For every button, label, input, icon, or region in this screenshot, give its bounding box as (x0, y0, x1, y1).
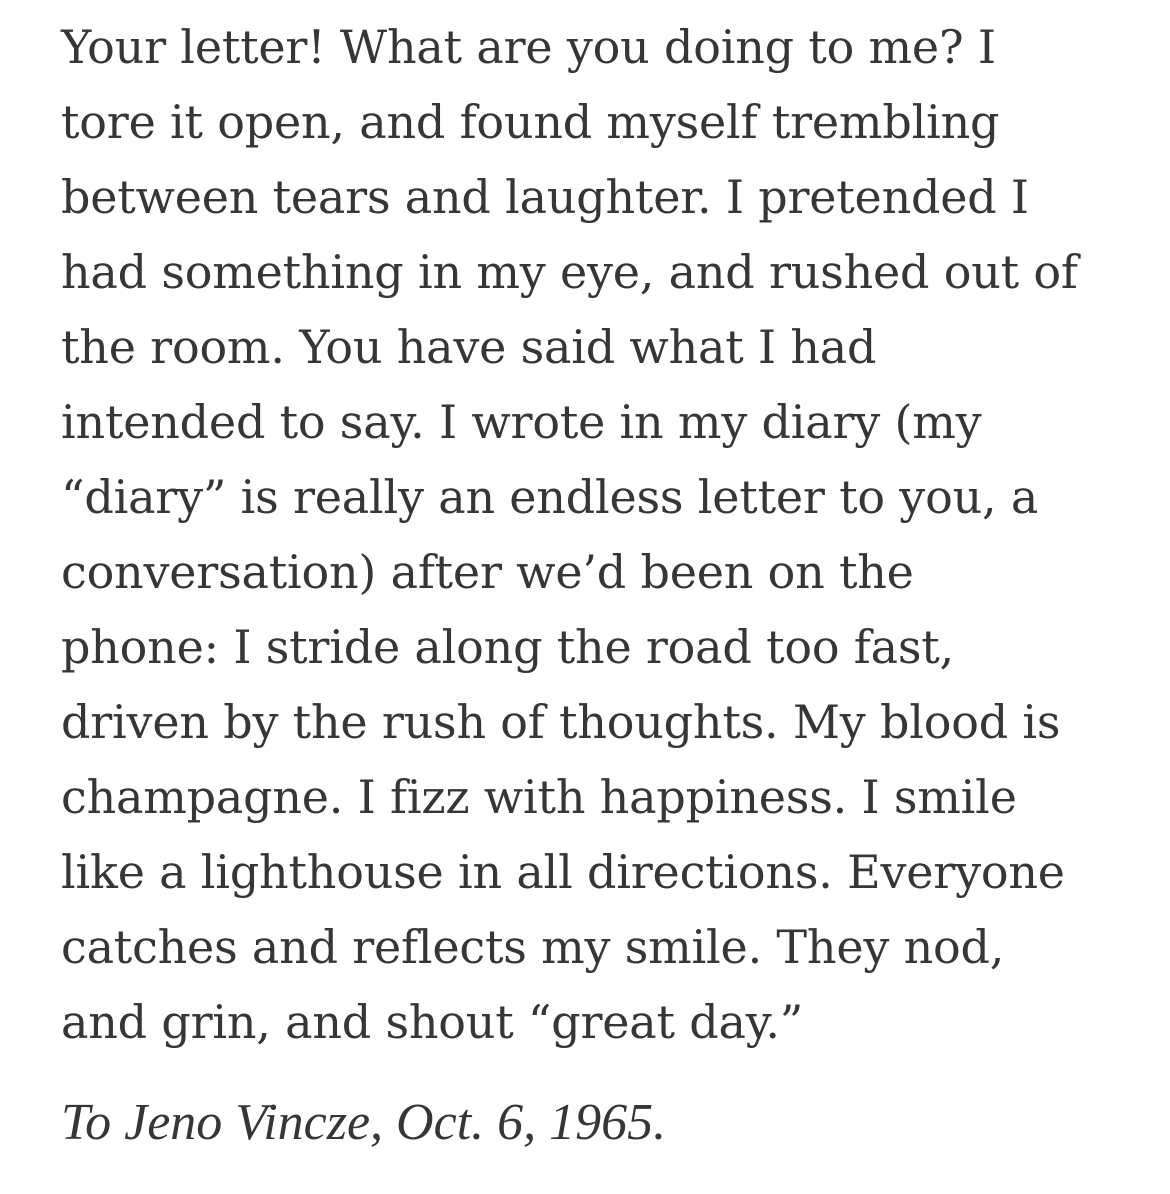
paragraph-line: like a lighthouse in all directions. Everyone (61, 845, 1065, 899)
paragraph-line: between tears and laughter. I pretended I (61, 170, 1029, 224)
paragraph-line: phone: I stride along the road too fast, (61, 620, 954, 674)
paragraph-line: conversation) after we’d been on the (61, 545, 914, 599)
letter-attribution: To Jeno Vincze, Oct. 6, 1965. (61, 1094, 667, 1151)
paragraph-line: the room. You have said what I had (61, 320, 877, 374)
letter-paragraph (61, 10, 1131, 1060)
paragraph-line: had something in my eye, and rushed out of (61, 245, 1078, 299)
paragraph-line: “diary” is really an endless letter to you, a (61, 470, 1039, 524)
paragraph-line: catches and reflects my smile. They nod, (61, 920, 1005, 974)
paragraph-line: Your letter! What are you doing to me? I (61, 20, 996, 74)
paragraph-line: champagne. I fizz with happiness. I smile (61, 770, 1017, 824)
paragraph-line: intended to say. I wrote in my diary (my (61, 395, 982, 449)
article-body (61, 10, 1131, 1153)
paragraph-line: driven by the rush of thoughts. My blood is (61, 695, 1061, 749)
paragraph-line: tore it open, and found myself trembling (61, 95, 1000, 149)
paragraph-line: and grin, and shout “great day.” (61, 995, 804, 1049)
